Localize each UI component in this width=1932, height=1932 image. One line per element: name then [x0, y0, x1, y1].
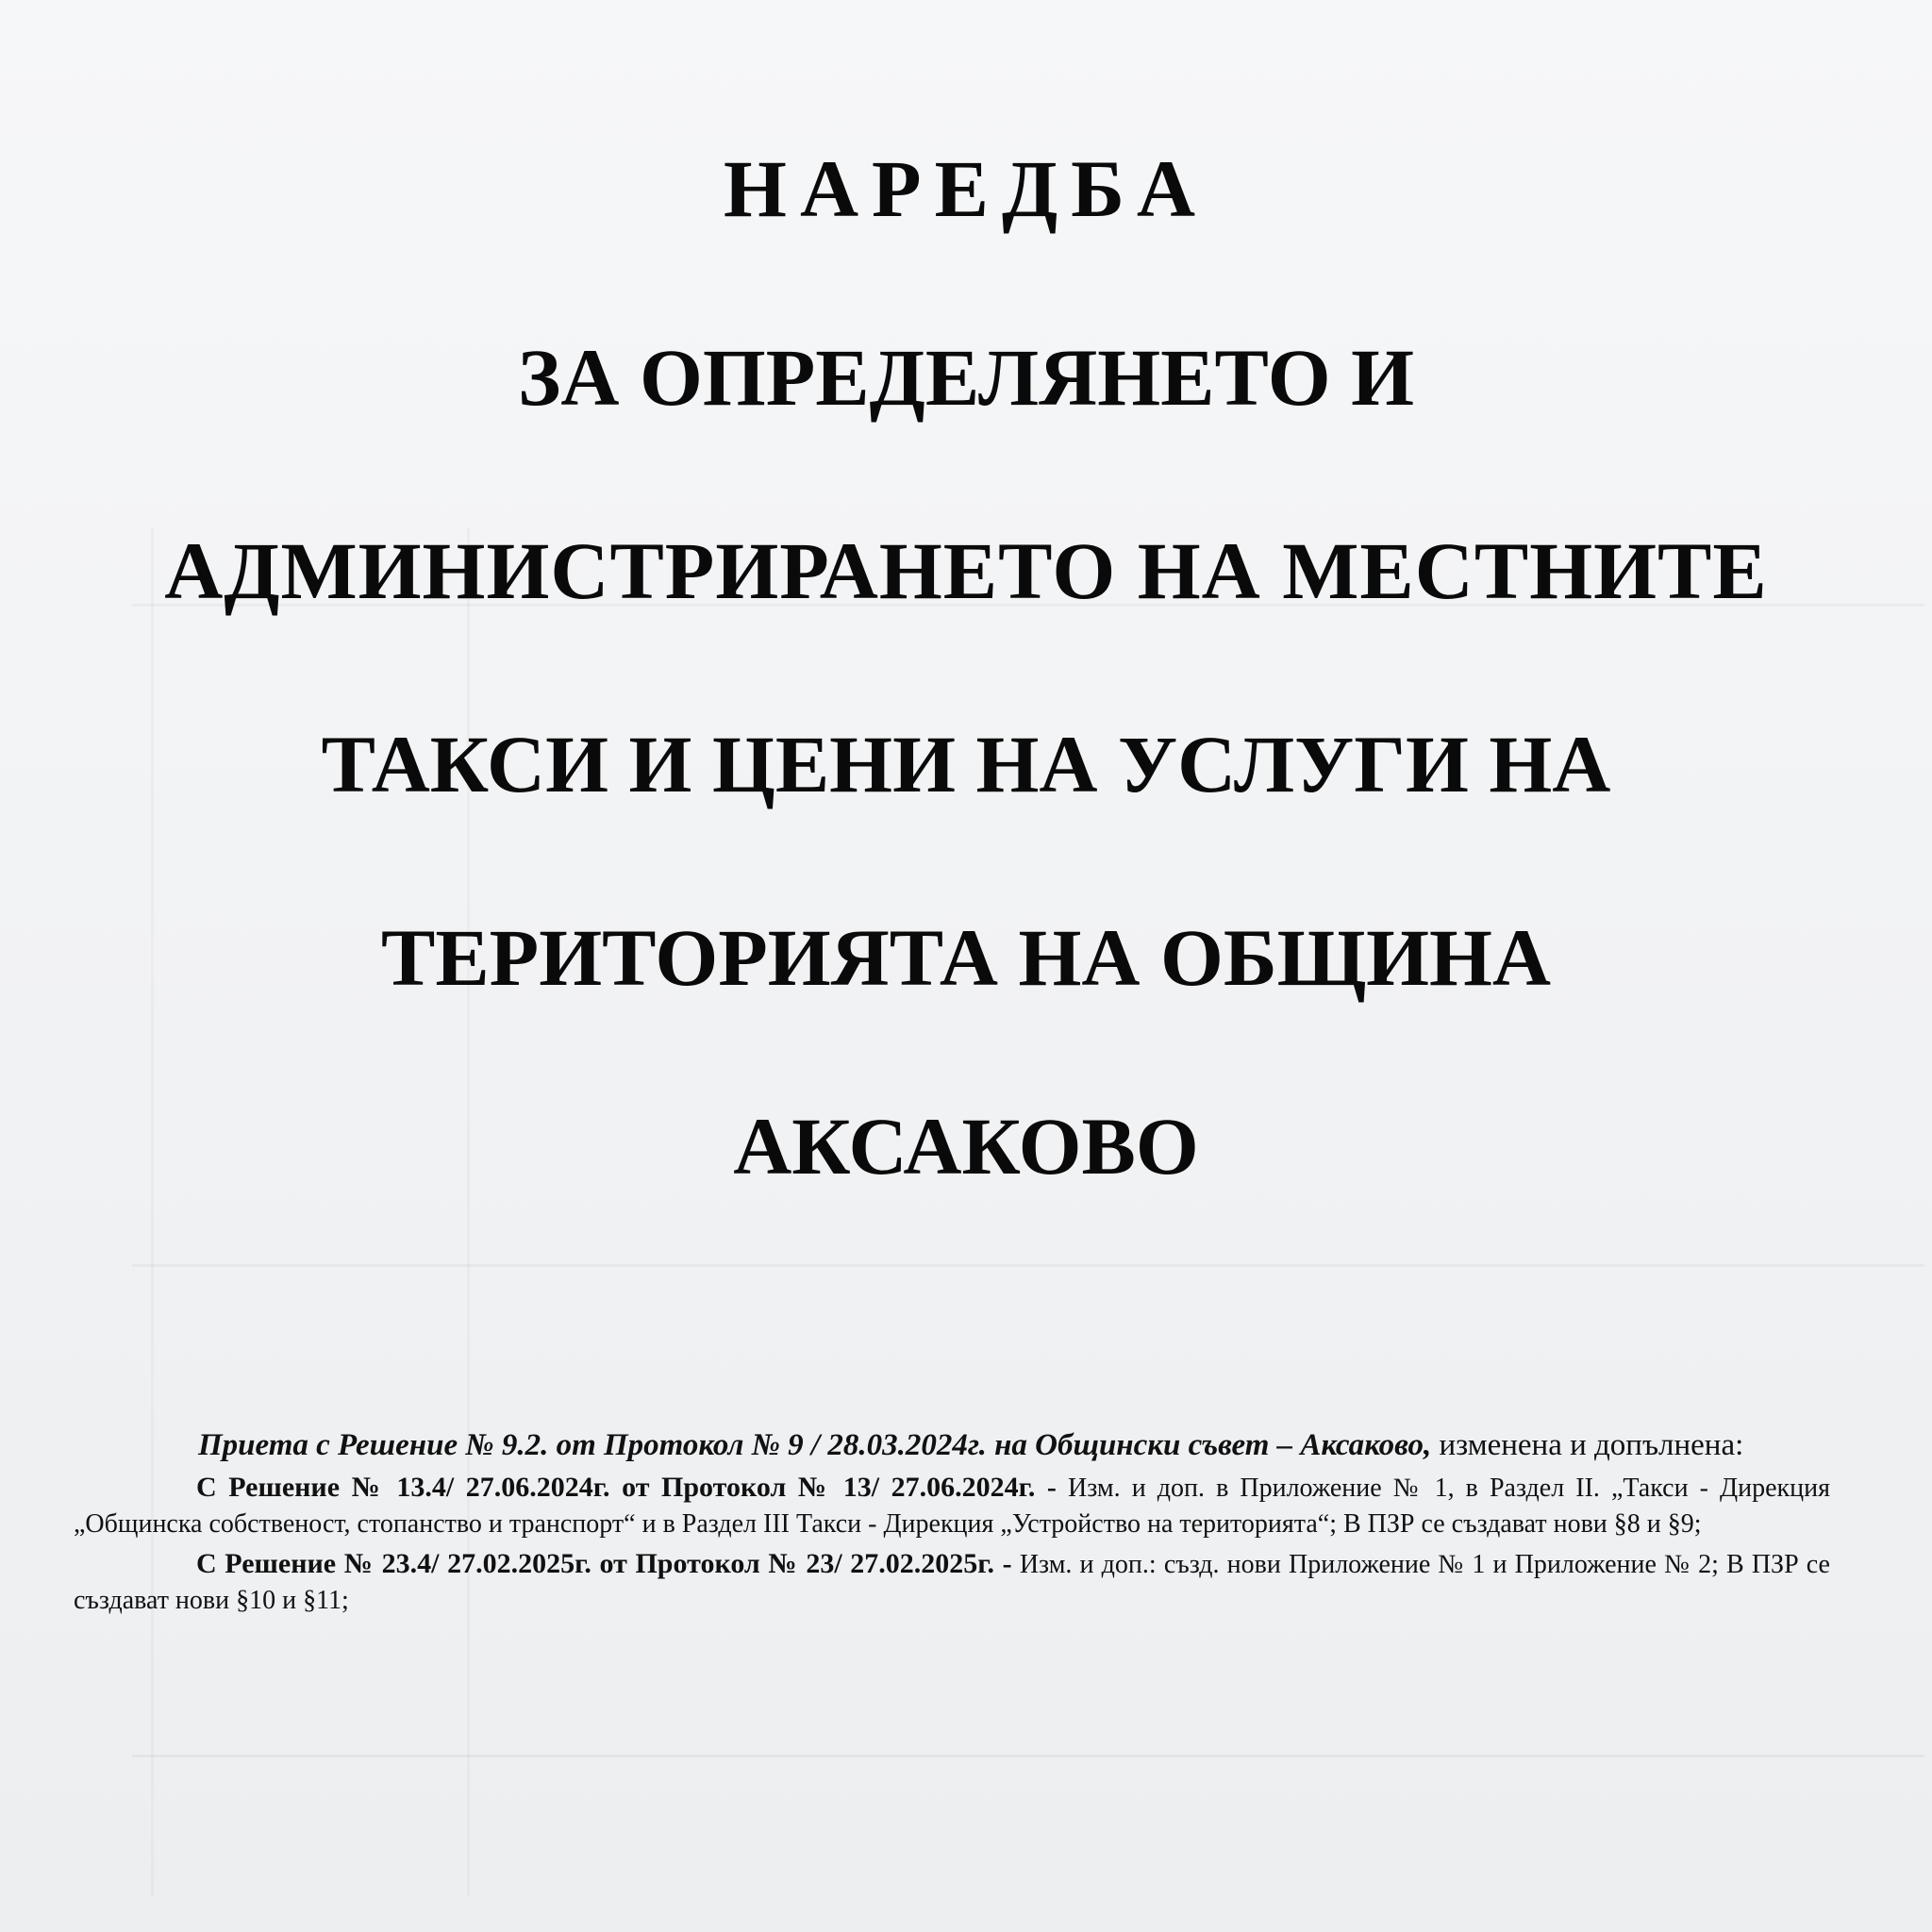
document-subtitle-line: ТАКСИ И ЦЕНИ НА УСЛУГИ НА	[321, 719, 1611, 809]
amendment-entry	[74, 1546, 1830, 1619]
show-through-line	[132, 1755, 1924, 1757]
document-subtitle-line: ЗА ОПРЕДЕЛЯНЕТО И	[517, 332, 1415, 423]
adoption-suffix: изменена и допълнена:	[1439, 1428, 1744, 1462]
adoption-decision: Приета с Решение № 9.2. от Протокол № 9 / 28.03.2024г. на Общински съвет – Аксаково,	[198, 1428, 1432, 1462]
show-through-line	[132, 1264, 1924, 1267]
document-title: НАРЕДБА	[724, 143, 1208, 234]
amendment-text: Изм. и доп. в Приложение № 1, в Раздел II. „Такси - Дирекция „Общинска собственост, стопанство и транспорт“ и в Раздел III Такси - Дирекция „Устройство на територията“; В ПЗР се създават нови §8 и §9;	[74, 1474, 1830, 1539]
amendment-reference: С Решение № 13.4/ 27.06.2024г. от Протокол № 13/ 27.06.2024г. -	[196, 1472, 1057, 1503]
amendment-entry	[74, 1470, 1830, 1542]
amendment-text: Изм. и доп.: създ. нови Приложение № 1 и Приложение № 2; В ПЗР се създават нови §10 и §11;	[74, 1550, 1830, 1615]
amendment-reference: С Решение № 23.4/ 27.02.2025г. от Протокол № 23/ 27.02.2025г. -	[196, 1548, 1012, 1579]
document-subtitle-line: АДМИНИСТРИРАНЕТО НА МЕСТНИТЕ	[164, 525, 1768, 616]
amendment-notes	[74, 1424, 1830, 1619]
adoption-note	[74, 1424, 1830, 1466]
document-subtitle-line: ТЕРИТОРИЯТА НА ОБЩИНА	[380, 912, 1552, 1003]
document-subtitle-line: АКСАКОВО	[733, 1101, 1199, 1191]
